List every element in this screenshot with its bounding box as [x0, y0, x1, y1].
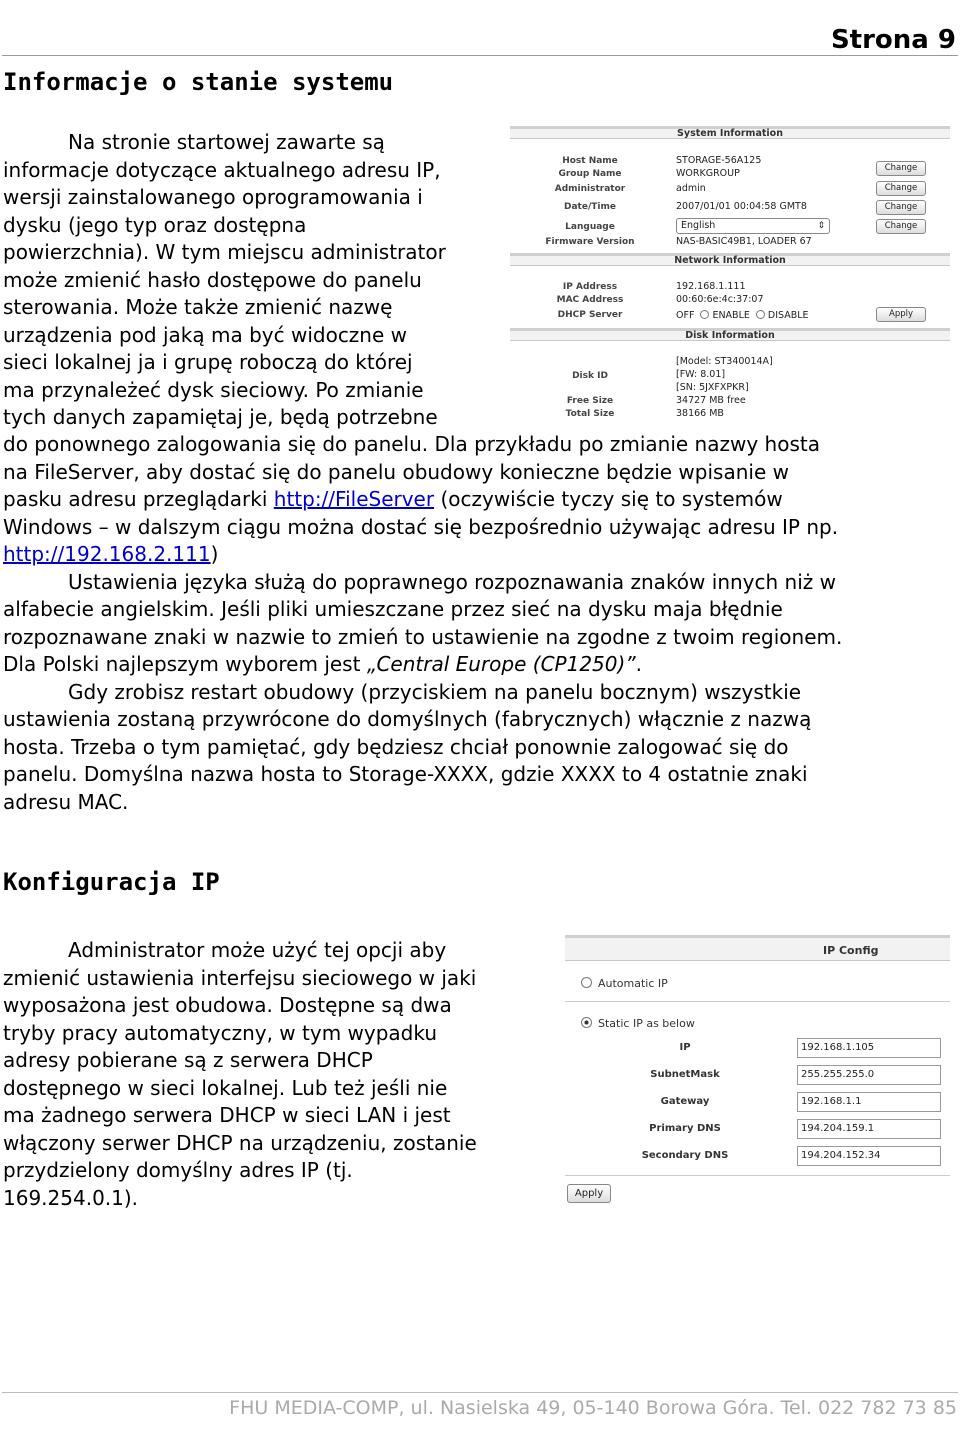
secondary-dns-input[interactable]: 194.204.152.34: [797, 1146, 941, 1166]
network-info-header: Network Information: [510, 253, 950, 266]
fileserver-link[interactable]: http://FileServer: [273, 487, 435, 511]
static-ip-radio[interactable]: [581, 1017, 592, 1028]
datetime-label: Date/Time: [564, 202, 616, 212]
language-selected: English: [681, 220, 716, 231]
page-number: Strona 9: [830, 25, 956, 55]
paragraph-line: alfabecie angielskim. Jeśli pliki umieszczane przez sieć na dysku maja błędnie: [3, 597, 783, 621]
static-ip-label: Static IP as below: [598, 1017, 695, 1030]
paragraph-line: sieci lokalnej ja i grupę roboczą do której: [3, 350, 413, 374]
paragraph-line: adresu MAC.: [3, 789, 129, 814]
group-name-label: Group Name: [558, 169, 622, 179]
mac-address-value: 00:60:6e:4c:37:07: [676, 294, 764, 305]
paragraph-line: ma przynależeć dysk sieciowy. Po zmianie: [3, 377, 424, 402]
mac-address-label: MAC Address: [556, 295, 624, 305]
paragraph-line: dostępnego w sieci lokalnej. Lub też jeśli nie: [3, 1075, 448, 1100]
paragraph-line: adresy pobierane są z serwera DHCP: [3, 1048, 373, 1072]
paragraph-line: [3, 937, 446, 964]
dhcp-enable-radio[interactable]: [700, 310, 709, 319]
paragraph-line: na FileServer, aby dostać się do panelu obudowy konieczne będzie wpisanie w: [3, 459, 789, 484]
firmware-label: Firmware Version: [545, 237, 635, 247]
ip-config-header: [565, 935, 950, 961]
dhcp-server-label: DHCP Server: [557, 310, 623, 320]
paragraph-line: ma żadnego serwera DHCP w sieci LAN i jest: [3, 1103, 451, 1127]
ip-input[interactable]: 192.168.1.105: [797, 1038, 941, 1058]
ip-config-screenshot: [565, 935, 950, 1207]
host-name-value: STORAGE-56A125: [676, 155, 762, 166]
automatic-ip-radio[interactable]: [581, 977, 592, 988]
text-segment: ): [210, 542, 219, 566]
text-segment: pasku adresu przeglądarki: [3, 487, 274, 511]
codepage-emphasis: „Central Europe (CP1250)”: [366, 652, 636, 676]
paragraph-line: wersji zainstalowanego oprogramowania i: [3, 185, 423, 209]
divider: [565, 1001, 950, 1002]
subnet-input[interactable]: 255.255.255.0: [797, 1065, 941, 1085]
total-size-value: 38166 MB: [676, 408, 724, 419]
firmware-value: NAS-BASIC49B1, LOADER 67: [676, 236, 812, 247]
text-line: Administrator może użyć tej opcji aby: [68, 938, 447, 962]
dhcp-disable-radio[interactable]: [756, 310, 765, 319]
paragraph-line: urządzenia pod jaką ma być widoczne w: [3, 322, 408, 347]
paragraph-line: [3, 486, 783, 513]
paragraph-line: sterowania. Może także zmienić nazwę: [3, 295, 393, 319]
divider: [565, 1175, 950, 1176]
text-segment: .: [635, 652, 643, 676]
paragraph-line: tryby pracy automatyczny, w tym wypadku: [3, 1020, 438, 1045]
change-host-button[interactable]: Change: [876, 161, 926, 176]
change-group-button[interactable]: Change: [876, 181, 926, 196]
text-segment: (oczywiście tyczy się to systemów: [434, 487, 783, 511]
paragraph-line: hosta. Trzeba o tym pamiętać, gdy będziesz chciał ponownie zalogować się do: [3, 734, 789, 759]
change-datetime-button[interactable]: Change: [876, 219, 926, 234]
disk-info-header: Disk Information: [510, 328, 950, 341]
paragraph-line: powierzchnia). W tym miejscu administrator: [3, 240, 446, 264]
paragraph-line: 169.254.0.1).: [3, 1185, 139, 1210]
gateway-label: Gateway: [660, 1096, 710, 1107]
free-size-label: Free Size: [566, 396, 614, 406]
disk-id-label: Disk ID: [572, 371, 608, 381]
dhcp-disable-label: DISABLE: [767, 310, 809, 321]
automatic-ip-option[interactable]: [581, 977, 668, 990]
paragraph-line: włączony serwer DHCP na urządzeniu, zostanie: [3, 1130, 477, 1155]
primary-dns-label: Primary DNS: [649, 1123, 721, 1134]
section-title-system-info: Informacje o stanie systemu: [3, 68, 394, 96]
group-name-value: WORKGROUP: [676, 168, 740, 179]
gateway-input[interactable]: 192.168.1.1: [797, 1092, 941, 1112]
text-line: Ustawienia języka służą do poprawnego rozpoznawania znaków innych niż w: [68, 569, 836, 594]
system-info-screenshot: [510, 126, 950, 421]
ip-address-value: 192.168.1.111: [676, 281, 746, 292]
change-admin-button[interactable]: Change: [876, 200, 926, 215]
datetime-value: 2007/01/01 00:04:58 GMT8: [676, 201, 807, 212]
paragraph-line: [3, 129, 385, 156]
paragraph-line: rozpoznawane znaki w nazwie to zmień to ustawienie na zgodne z twoim regionem.: [3, 624, 843, 649]
paragraph-line: tych danych zapamiętaj je, będą potrzebne: [3, 405, 438, 429]
paragraph-line: Windows – w dalszym ciągu można dostać się bezpośrednio używając adresu IP np.: [3, 514, 839, 539]
disk-model: [Model: ST340014A]: [676, 356, 773, 367]
footer-text: FHU MEDIA-COMP, ul. Nasielska 49, 05-140 Borowa Góra. Tel. 022 782 73 85: [229, 1397, 957, 1419]
paragraph-line: może zmienić hasło dostępowe do panelu: [3, 267, 422, 292]
paragraph-line: panelu. Domyślna nazwa hosta to Storage-XXXX, gdzie XXXX to 4 ostatnie znaki: [3, 762, 808, 786]
total-size-label: Total Size: [565, 409, 615, 419]
text-line: Gdy zrobisz restart obudowy (przyciskiem na panelu bocznym) wszystkie: [68, 679, 802, 704]
text-line: Na stronie startowej zawarte są: [68, 130, 385, 154]
paragraph-line: wyposażona jest obudowa. Dostępne są dwa: [3, 993, 452, 1017]
chevron-updown-icon: ⇕: [817, 221, 825, 231]
paragraph-line: zmienić ustawienia interfejsu sieciowego w jaki: [3, 965, 477, 990]
host-name-label: Host Name: [562, 156, 618, 166]
administrator-value: admin: [676, 183, 706, 194]
dhcp-status: OFF: [676, 310, 695, 321]
ip-label: IP: [679, 1042, 691, 1053]
dhcp-apply-button[interactable]: Apply: [876, 307, 926, 322]
dhcp-enable-label: ENABLE: [712, 310, 750, 321]
paragraph-line: [3, 541, 218, 568]
system-info-header: System Information: [510, 126, 950, 139]
header-rule: [2, 55, 958, 56]
ip-apply-button[interactable]: Apply: [567, 1184, 611, 1203]
paragraph-line: [3, 679, 801, 706]
disk-firmware: [FW: 8.01]: [676, 369, 726, 380]
disk-serial: [SN: 5JXFXPKR]: [676, 382, 749, 393]
language-select[interactable]: [676, 218, 830, 234]
paragraph-line: ustawienia zostaną przywrócone do domyślnych (fabrycznych) włącznie z nazwą: [3, 707, 812, 731]
ip-address-label: IP Address: [562, 282, 618, 292]
free-size-value: 34727 MB free: [676, 395, 746, 406]
paragraph-line: do ponownego zalogowania się do panelu. Dla przykładu po zmianie nazwy hosta: [3, 432, 820, 456]
primary-dns-input[interactable]: 194.204.159.1: [797, 1119, 941, 1139]
text-segment: Dla Polski najlepszym wyborem jest: [3, 652, 367, 676]
paragraph-line: przydzielony domyślny adres IP (tj.: [3, 1158, 353, 1182]
secondary-dns-label: Secondary DNS: [641, 1150, 729, 1161]
automatic-ip-label: Automatic IP: [598, 977, 668, 990]
static-ip-option[interactable]: [581, 1017, 695, 1030]
ip-config-title: IP Config: [823, 944, 879, 957]
language-label: Language: [565, 222, 615, 232]
ip-address-link[interactable]: http://192.168.2.111: [3, 542, 211, 566]
paragraph-line: [3, 569, 836, 596]
section-title-ip-config: Konfiguracja IP: [3, 868, 220, 896]
paragraph-line: [3, 651, 642, 678]
administrator-label: Administrator: [554, 184, 626, 194]
footer-rule: [2, 1392, 958, 1393]
paragraph-line: dysku (jego typ oraz dostępna: [3, 212, 307, 237]
dhcp-options: [676, 310, 809, 321]
paragraph-line: informacje dotyczące aktualnego adresu IP,: [3, 157, 441, 182]
subnet-label: SubnetMask: [650, 1069, 720, 1080]
